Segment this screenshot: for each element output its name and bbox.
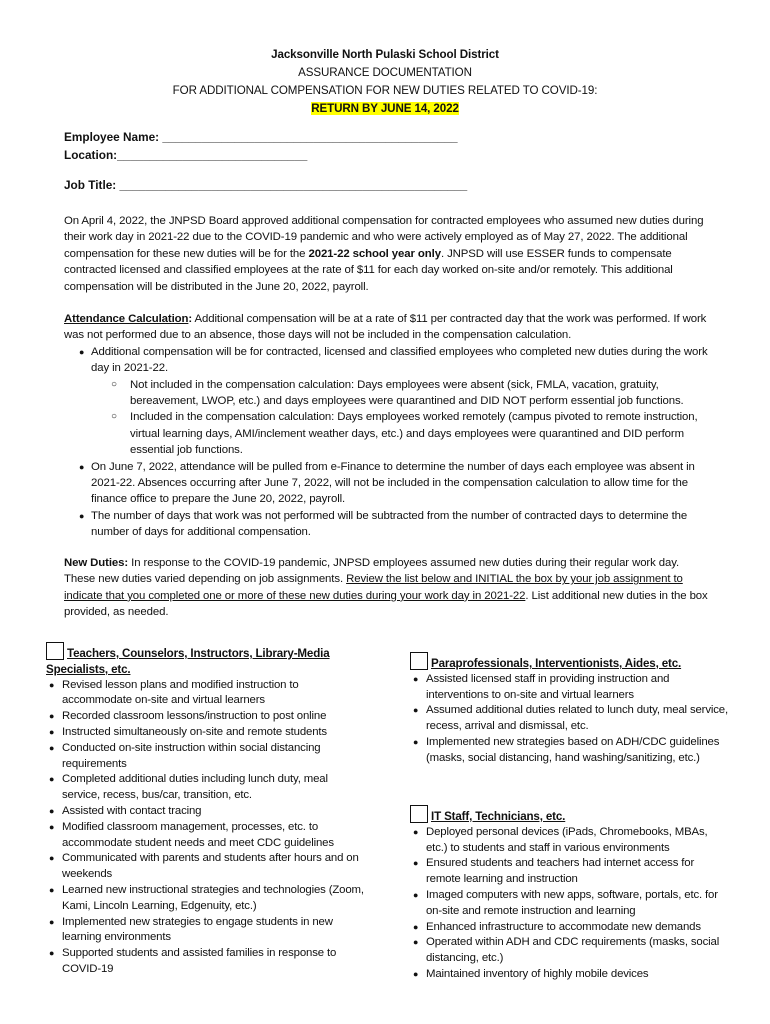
list-item: ● Recorded classroom lessons/instruction to post online	[46, 709, 366, 725]
it-section	[410, 805, 730, 983]
it-title: IT Staff, Technicians, etc.	[431, 810, 566, 823]
list-item: ● Implemented new strategies to engage students in new learning environments	[46, 915, 366, 947]
attendance-subbullet: ○ Not included in the compensation calculation: Days employees were absent (sick, FMLA, vacation, gratuity, bereavement, LWOP, etc.) and days employees were quarantined and DID NOT perform essential job functions.	[64, 377, 712, 410]
location-field[interactable]: Location:_____________________________	[64, 148, 308, 162]
paras-title: Paraprofessionals, Interventionists, Aides, etc.	[431, 657, 682, 670]
it-duties-list	[410, 825, 730, 983]
list-item: ● Operated within ADH and CDC requirements (masks, social distancing, etc.)	[410, 935, 730, 967]
list-item: ● Modified classroom management, processes, etc. to accommodate student needs and meet CDC guidelines	[46, 820, 366, 852]
teachers-title: Teachers, Counselors, Instructors, Library-Media Specialists, etc.	[46, 647, 330, 676]
paras-duties-list	[410, 672, 730, 767]
intro-paragraph	[64, 213, 712, 295]
list-item: ● Instructed simultaneously on-site and remote students	[46, 725, 366, 741]
list-item: ● Assumed additional duties related to lunch duty, meal service, recess, arrival and dismissal, etc.	[410, 703, 730, 735]
list-item: ● Enhanced infrastructure to accommodate new demands	[410, 920, 730, 936]
attendance-list	[64, 344, 712, 541]
document-subtitle: FOR ADDITIONAL COMPENSATION FOR NEW DUTIES RELATED TO COVID-19:	[172, 84, 598, 97]
attendance-section	[64, 311, 712, 541]
attendance-bullet: ● Additional compensation will be for contracted, licensed and classified employees who completed new duties during the work day in 2021-22. ○ Not included in the compensation calculation: Days employees were absent (sick, FMLA, vacation, gratuity, bereavement, LWOP, etc.) and days employees were quarantined and DID NOT perform essential job functions. ○ Included in the compensation calculation: Days employees worked remotely (campus pivoted to remote instruction, virtual learning days, AMI/inclement weather days, etc.) and days employees were quarantined and DID perform essential job functions.	[64, 344, 712, 459]
attendance-colon: :	[188, 313, 193, 325]
attendance-bullet: ● The number of days that work was not performed will be subtracted from the number of contracted days to determine the number of days for additional compensation.	[64, 508, 712, 541]
intro-bold: 2021-22 school year only	[308, 247, 441, 260]
paras-initial-box[interactable]	[410, 652, 428, 670]
employee-fields	[64, 128, 724, 194]
list-item: ● Supported students and assisted families in response to COVID-19	[46, 946, 366, 978]
list-item: ● Deployed personal devices (iPads, Chromebooks, MBAs, etc.) to students and staff in various environments	[410, 825, 730, 857]
teachers-initial-box[interactable]	[46, 642, 64, 660]
attendance-subbullet: ○ Included in the compensation calculation: Days employees worked remotely (campus pivoted to remote instruction, virtual learning days, AMI/inclement weather days, etc.) and days employees were quarantined and DID perform essential job functions.	[64, 409, 712, 458]
document-title: ASSURANCE DOCUMENTATION	[298, 66, 472, 79]
attendance-paragraph	[64, 311, 712, 344]
document-header	[0, 46, 770, 118]
teachers-section	[46, 642, 366, 978]
attendance-heading: Attendance Calculation	[64, 313, 189, 325]
intro-text-1: On April 4, 2022, the JNPSD Board approved additional compensation for contracted employees who assumed new duties during their work day in 2021-22 due to the COVID-19 pandemic and who were actively employed as of May 27, 2022. The additional compensation for these new duties will be for the	[64, 215, 704, 260]
new-duties-paragraph: New Duties: In response to the COVID-19 pandemic, JNPSD employees assumed new duties during their regular work day. These new duties varied depending on job assignments. Review the list below and INITIAL the box by your job assignment to indicate that you completed one or more of these new duties during your work day in 2021-22. List additional new duties in the box provided, as needed.	[64, 557, 708, 619]
attendance-sublist	[64, 377, 712, 459]
attendance-text: Additional compensation will be at a rate of $11 per contracted day that the work was performed. If work was not performed due to an absence, those days will not be included in the compensation calculation.	[64, 313, 707, 342]
list-item: ● Communicated with parents and students after hours and on weekends	[46, 851, 366, 883]
new-duties-heading: New Duties:	[64, 557, 129, 569]
list-item: ● Assisted licensed staff in providing instruction and interventions to on-site and virtual learners	[410, 672, 730, 704]
list-item: ● Maintained inventory of highly mobile devices	[410, 967, 730, 983]
district-name: Jacksonville North Pulaski School District	[271, 48, 499, 61]
list-item: ● Imaged computers with new apps, software, portals, etc. for on-site and remote instruction and learning	[410, 888, 730, 920]
it-initial-box[interactable]	[410, 805, 428, 823]
paras-section	[410, 652, 730, 767]
list-item: ● Completed additional duties including lunch duty, meal service, recess, bus/car, transition, etc.	[46, 772, 366, 804]
list-item: ● Revised lesson plans and modified instruction to accommodate on-site and virtual learners	[46, 678, 366, 710]
job-title-field[interactable]: Job Title: _____________________________________________________	[64, 178, 468, 192]
new-duties-instruction: Review the list below and INITIAL the box by your job assignment to indicate that you completed one or more of these new duties during your work day in 2021-22	[64, 573, 683, 602]
attendance-bullet: ● On June 7, 2022, attendance will be pulled from e-Finance to determine the number of days each employee was absent in 2021-22. Absences occurring after June 7, 2022, will not be included in the compensation calculation to allow time for the finance office to prepare the June 20, 2022, payroll.	[64, 459, 712, 508]
employee-name-field[interactable]: Employee Name: _____________________________________________	[64, 130, 458, 144]
list-item: ● Learned new instructional strategies and technologies (Zoom, Kami, Lincoln Learning, Edgenuity, etc.)	[46, 883, 366, 915]
teachers-duties-list	[46, 678, 366, 978]
list-item: ● Ensured students and teachers had internet access for remote learning and instruction	[410, 856, 730, 888]
list-item: ● Assisted with contact tracing	[46, 804, 366, 820]
intro-text-2: . JNPSD will use ESSER funds to compensate contracted licensed and classified employees at the rate of $11 for each day worked on-site and/or remotely. This additional compensation will be distributed in the June 20, 2022, payroll.	[64, 247, 673, 293]
list-item: ● Implemented new strategies based on ADH/CDC guidelines (masks, social distancing, hand washing/sanitizing, etc.)	[410, 735, 730, 767]
return-deadline: RETURN BY JUNE 14, 2022	[311, 102, 459, 115]
list-item: ● Conducted on-site instruction within social distancing requirements	[46, 741, 366, 773]
